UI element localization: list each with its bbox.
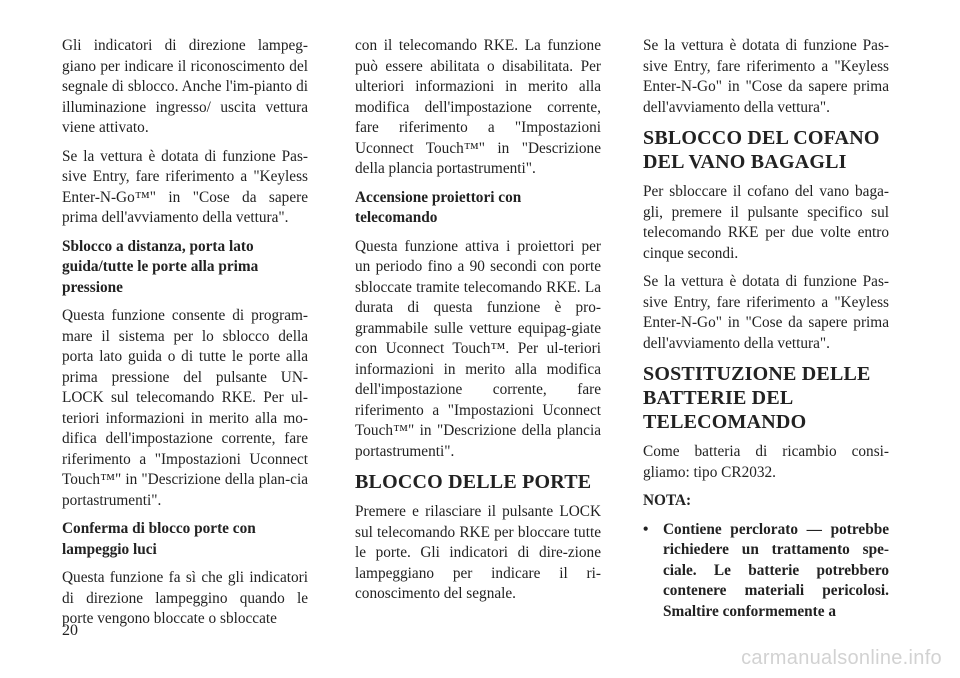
paragraph: Questa funzione consente di program-mare il sistema per lo sblocco della porta lato guida o di tutte le porte alla prima pressione del pulsante UN-LOCK sul telecomando RKE. Per ul-teriori informazioni in merito alla mo-difica dell'impostazione corrente, fare riferimento a "Impostazioni Uconnect Touch™" in "Descrizione della plan-cia portastrumenti". xyxy=(62,307,308,509)
column-2 xyxy=(355,36,601,613)
list-item-text: Contiene perclorato — potrebbe richiedere un trattamento spe-ciale. Le batterie potrebbero contenere materiali pericolosi. Smaltire conformemente a xyxy=(663,520,889,620)
bullet-icon: • xyxy=(643,520,649,538)
paragraph: Per sbloccare il cofano del vano baga-gli, premere il pulsante specifico sul telecomando RKE per due volte entro cinque secondi. xyxy=(643,183,889,262)
note-label: NOTA: xyxy=(643,492,692,509)
paragraph: Come batteria di ricambio consi-gliamo: tipo CR2032. xyxy=(643,443,889,481)
paragraph: Se la vettura è dotata di funzione Pas-sive Entry, fare riferimento a "Keyless Enter-N-Go™" in "Cose da sapere prima dell'avviamento della vettura". xyxy=(62,147,308,226)
subheading: Accensione proiettori con telecomando xyxy=(355,188,522,226)
paragraph: con il telecomando RKE. La funzione può essere abilitata o disabilitata. Per ulteriori informazioni in merito alla modifica dell'impostazione corrente, fare riferimento a "Impostazioni Uconnect Touch™" in "Descrizione della plancia portastrumenti". xyxy=(355,37,601,177)
paragraph: Questa funzione fa sì che gli indicatori di direzione lampeggino quando le porte vengono bloccate o sbloccate xyxy=(62,569,308,627)
watermark: carmanualsonline.info xyxy=(741,647,942,669)
section-heading: SOSTITUZIONE DELLE BATTERIE DEL TELECOMANDO xyxy=(643,363,871,433)
list-item xyxy=(643,520,889,623)
column-3 xyxy=(643,36,889,622)
subheading: Sblocco a distanza, porta lato guida/tutte le porte alla prima pressione xyxy=(62,237,259,296)
paragraph: Se la vettura è dotata di funzione Pas-sive Entry, fare riferimento a "Keyless Enter-N-Go" in "Cose da sapere prima dell'avviamento della vettura". xyxy=(643,273,889,352)
subheading: Conferma di blocco porte con lampeggio luci xyxy=(62,520,256,558)
paragraph: Se la vettura è dotata di funzione Pas-sive Entry, fare riferimento a "Keyless Enter-N-Go" in "Cose da sapere prima dell'avviamento della vettura". xyxy=(643,37,889,116)
bullet-list xyxy=(643,520,889,623)
paragraph: Gli indicatori di direzione lampeg-giano per indicare il riconoscimento del segnale di sblocco. Anche l'im-pianto di illuminazione ingresso/ uscita vettura viene attivato. xyxy=(62,37,308,136)
section-heading: BLOCCO DELLE PORTE xyxy=(355,471,592,493)
paragraph: Premere e rilasciare il pulsante LOCK sul telecomando RKE per bloccare tutte le porte. Gli indicatori di dire-zione lampeggiano per indicare il ri-conoscimento del segnale. xyxy=(355,503,601,602)
column-1 xyxy=(62,36,308,638)
page-number: 20 xyxy=(62,622,78,639)
section-heading: SBLOCCO DEL COFANO DEL VANO BAGAGLI xyxy=(643,127,880,173)
paragraph: Questa funzione attiva i proiettori per un periodo fino a 90 secondi con porte sbloccate tramite telecomando RKE. La durata di questa funzione è pro-grammabile sulle vetture equipag-giate con Uconnect Touch™. Per ul-teriori informazioni in merito alla modifica dell'impostazione corrente, fare riferimento a "Impostazioni Uconnect Touch™" in "Descrizione della plancia portastrumenti". xyxy=(355,237,601,460)
